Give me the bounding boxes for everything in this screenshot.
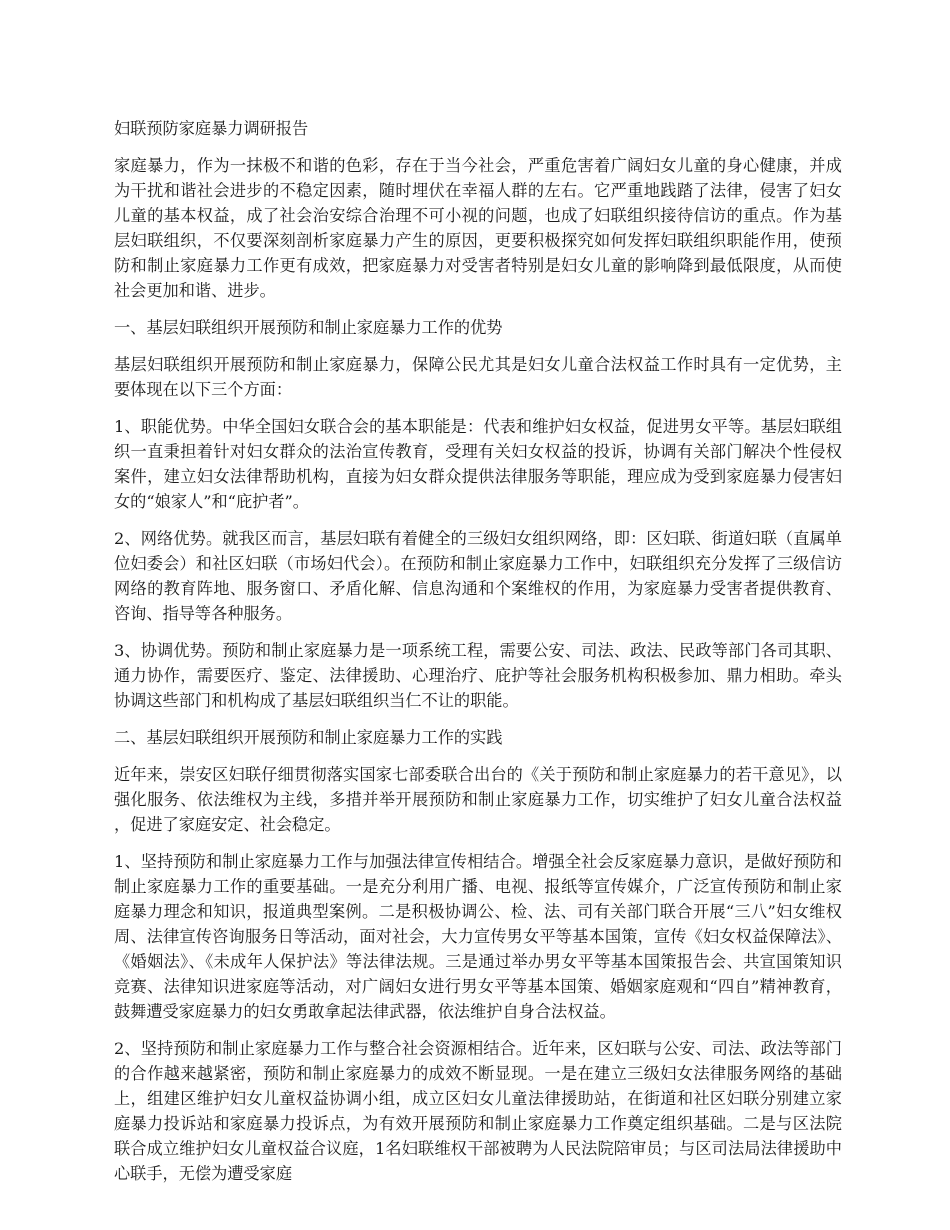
section-1-paragraph: 基层妇联组织开展预防和制止家庭暴力，保障公民尤其是妇女儿童合法权益工作时具有一定优势，主要体现在以下三个方面： <box>114 355 842 399</box>
section-2-heading: 二、基层妇联组织开展预防和制止家庭暴力工作的实践 <box>114 728 503 747</box>
section-1-paragraph: 1、职能优势。中华全国妇女联合会的基本职能是：代表和维护妇女权益，促进男女平等。基层妇联组织一直秉担着针对妇女群众的法治宣传教育，受理有关妇女权益的投诉，协调有关部门解决个性侵权案件，建立妇女法律帮助机构，直接为妇女群众提供法律服务等职能，理应成为受到家庭暴力侵害妇女的“娘家人”和“庇护者”。 <box>114 417 842 511</box>
section-2-paragraph: 近年来，崇安区妇联仔细贯彻落实国家七部委联合出台的《关于预防和制止家庭暴力的若干意见》，以强化服务、依法维权为主线，多措并举开展预防和制止家庭暴力工作，切实维护了妇女儿童合法权益，促进了家庭安定、社会稳定。 <box>114 765 842 834</box>
intro-paragraph: 家庭暴力，作为一抹极不和谐的色彩，存在于当今社会，严重危害着广阔妇女儿童的身心健康，并成为干扰和谐社会进步的不稳定因素，随时埋伏在幸福人群的左右。它严重地践踏了法律，侵害了妇女儿童的基本权益，成了社会治安综合治理不可小视的问题，也成了妇联组织接待信访的重点。作为基层妇联组织，不仅要深刻剖析家庭暴力产生的原因，更要积极探究如何发挥妇联组织职能作用，使预防和制止家庭暴力工作更有成效，把家庭暴力对受害者特别是妇女儿童的影响降到最低限度，从而使社会更加和谐、进步。 <box>114 156 842 300</box>
section-2-paragraph: 1、坚持预防和制止家庭暴力工作与加强法律宣传相结合。增强全社会反家庭暴力意识，是做好预防和制止家庭暴力工作的重要基础。一是充分利用广播、电视、报纸等宣传媒介，广泛宣传预防和制止家庭暴力理念和知识，报道典型案例。二是积极协调公、检、法、司有关部门联合开展“三八”妇女维权周、法律宣传咨询服务日等活动，面对社会，大力宣传男女平等基本国策，宣传《妇女权益保障法》、《婚姻法》、《未成年人保护法》等法律法规。三是通过举办男女平等基本国策报告会、共宣国策知识竞赛、法律知识进家庭等活动，对广阔妇女进行男女平等基本国策、婚姻家庭观和“四自”精神教育，鼓舞遭受家庭暴力的妇女勇敢拿起法律武器，依法维护自身合法权益。 <box>114 852 842 1021</box>
section-2-paragraph: 2、坚持预防和制止家庭暴力工作与整合社会资源相结合。近年来，区妇联与公安、司法、政法等部门的合作越来越紧密，预防和制止家庭暴力的成效不断显现。一是在建立三级妇女法律服务网络的基础上，组建区维护妇女儿童权益协调小组，成立区妇女儿童法律援助站，在街道和社区妇联分别建立家庭暴力投诉站和家庭暴力投诉点，为有效开展预防和制止家庭暴力工作奠定组织基础。二是与区法院联合成立维护妇女儿童权益合议庭，1名妇联维权干部被聘为人民法院陪审员；与区司法局法律援助中心联手，无偿为遭受家庭 <box>114 1039 842 1183</box>
section-1-paragraph: 3、协调优势。预防和制止家庭暴力是一项系统工程，需要公安、司法、政法、民政等部门各司其职、通力协作，需要医疗、鉴定、法律援助、心理治疗、庇护等社会服务机构积极参加、鼎力相助。牵头协调这些部门和机构成了基层妇联组织当仁不让的职能。 <box>114 641 842 710</box>
document-page <box>114 116 842 1198</box>
section-1-heading: 一、基层妇联组织开展预防和制止家庭暴力工作的优势 <box>114 318 503 337</box>
section-1-paragraph: 2、网络优势。就我区而言，基层妇联有着健全的三级妇女组织网络，即：区妇联、街道妇联（直属单位妇委会）和社区妇联（市场妇代会）。在预防和制止家庭暴力工作中，妇联组织充分发挥了三级信访网络的教育阵地、服务窗口、矛盾化解、信息沟通和个案维权的作用，为家庭暴力受害者提供教育、咨询、指导等各种服务。 <box>114 529 842 623</box>
document-title: 妇联预防家庭暴力调研报告 <box>114 119 309 138</box>
